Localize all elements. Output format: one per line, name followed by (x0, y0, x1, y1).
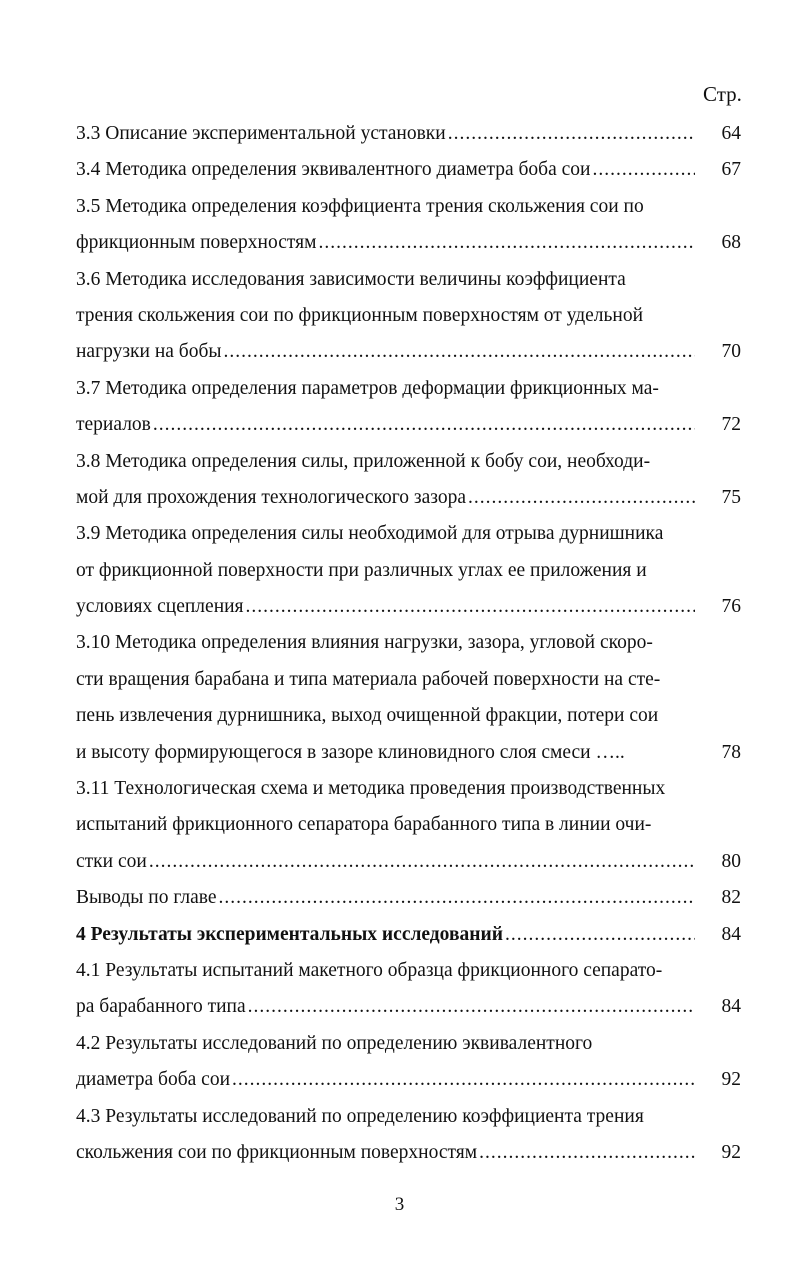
toc-line (76, 371, 741, 407)
toc-line (76, 1062, 741, 1098)
toc-line (76, 1026, 741, 1062)
page-column-label: Стр. (703, 82, 742, 106)
toc-entry-text: 3.6 Методика исследования зависимости величины коэффициента (76, 268, 626, 290)
toc-entry-text: мой для прохождения технологического зазора (76, 486, 466, 508)
toc-line (76, 953, 741, 989)
toc-line (76, 553, 741, 589)
toc-line (76, 989, 741, 1025)
toc-chapter-line (76, 917, 741, 953)
dot-leader (592, 152, 695, 188)
toc-line (76, 334, 741, 370)
toc-line (76, 844, 741, 880)
toc-line (76, 807, 741, 843)
toc-line (76, 444, 741, 480)
toc-line (76, 189, 741, 225)
toc-entry-text: скольжения сои по фрикционным поверхностям (76, 1141, 478, 1163)
toc-entry-text: 4.1 Результаты испытаний макетного образца фрикционного сепарато- (76, 959, 663, 981)
toc-entry-text: ра барабанного типа (76, 996, 246, 1018)
toc-page-number: 64 (721, 123, 741, 144)
toc-page-number: 92 (721, 1069, 741, 1091)
toc-line (76, 298, 741, 334)
toc-page-number: 67 (721, 159, 741, 181)
dot-leader (153, 407, 695, 443)
toc-entry-text: сти вращения барабана и типа материала рабочей поверхности на сте- (76, 668, 661, 690)
toc-entry-text: 3.3 Описание экспериментальной установки (76, 123, 446, 144)
toc-line (76, 116, 741, 152)
toc-entry-text: условиях сцепления (76, 596, 244, 618)
toc-chapter-title: 4 Результаты экспериментальных исследований (76, 923, 503, 945)
toc-page-number: 80 (721, 850, 741, 872)
table-of-contents (76, 116, 741, 1171)
dot-leader (232, 1062, 695, 1098)
toc-entry-text: 3.4 Методика определения эквивалентного диаметра боба сои (76, 159, 591, 181)
toc-page-number: 75 (721, 486, 741, 508)
toc-entry-text: пень извлечения дурнишника, выход очищенной фракции, потери сои (76, 705, 659, 727)
toc-line (76, 589, 741, 625)
toc-line (76, 625, 741, 661)
toc-line (76, 698, 741, 734)
toc-page-number: 84 (721, 996, 741, 1018)
toc-line (76, 771, 741, 807)
toc-entry-text: трения скольжения сои по фрикционным поверхностям от удельной (76, 304, 644, 326)
toc-entry-text: и высоту формирующегося в зазоре клиновидного слоя смеси ….. (76, 741, 625, 763)
toc-page-number: 68 (721, 232, 741, 254)
toc-line (76, 152, 741, 188)
page-number: 3 (394, 1194, 405, 1215)
toc-line (76, 880, 741, 916)
toc-line (76, 516, 741, 552)
toc-page-number: 76 (721, 596, 741, 618)
toc-entry-text: 3.11 Технологическая схема и методика проведения производственных (76, 778, 666, 800)
dot-leader (218, 880, 695, 916)
toc-entry-text: нагрузки на бобы (76, 341, 222, 363)
toc-page-number: 84 (721, 923, 741, 945)
toc-entry-text: испытаний фрикционного сепаратора барабанного типа в линии очи- (76, 814, 652, 836)
toc-page-number: 92 (721, 1141, 741, 1163)
toc-page-number: 72 (721, 414, 741, 436)
toc-entry-text: фрикционным поверхностям (76, 232, 317, 254)
dot-leader (448, 116, 695, 152)
dot-leader (468, 480, 695, 516)
toc-line (76, 225, 741, 261)
toc-page-number: 78 (721, 741, 741, 763)
dot-leader (479, 1135, 695, 1171)
toc-page-number: 70 (721, 341, 741, 363)
toc-entry-text: териалов (76, 414, 151, 436)
toc-line (76, 480, 741, 516)
toc-entry-text: диаметра боба сои (76, 1069, 231, 1091)
toc-entry-text: 3.7 Методика определения параметров деформации фрикционных ма- (76, 377, 659, 399)
dot-leader (318, 225, 695, 261)
toc-entry-text: 4.3 Результаты исследований по определению коэффициента трения (76, 1105, 644, 1127)
toc-page-number: 82 (721, 887, 741, 909)
toc-entry-text: 3.5 Методика определения коэффициента трения скольжения сои по (76, 195, 644, 217)
toc-line (76, 735, 741, 771)
dot-leader (223, 334, 695, 370)
toc-line (76, 407, 741, 443)
toc-line (76, 1135, 741, 1171)
toc-entry-text: 3.8 Методика определения силы, приложенной к бобу сои, необходи- (76, 450, 651, 472)
toc-entry-text: стки сои (76, 850, 147, 872)
toc-line (76, 662, 741, 698)
toc-line (76, 262, 741, 298)
toc-entry-text: 3.10 Методика определения влияния нагрузки, зазора, угловой скоро- (76, 632, 653, 654)
dot-leader (246, 589, 695, 625)
toc-entry-text: 4.2 Результаты исследований по определению эквивалентного (76, 1032, 593, 1054)
toc-line (76, 1099, 741, 1135)
dot-leader (505, 917, 695, 953)
toc-entry-text: 3.9 Методика определения силы необходимой для отрыва дурнишника (76, 523, 664, 545)
dot-leader (149, 844, 695, 880)
toc-entry-text: Выводы по главе (76, 887, 217, 909)
dot-leader (248, 989, 695, 1025)
toc-entry-text: от фрикционной поверхности при различных углах ее приложения и (76, 559, 647, 581)
